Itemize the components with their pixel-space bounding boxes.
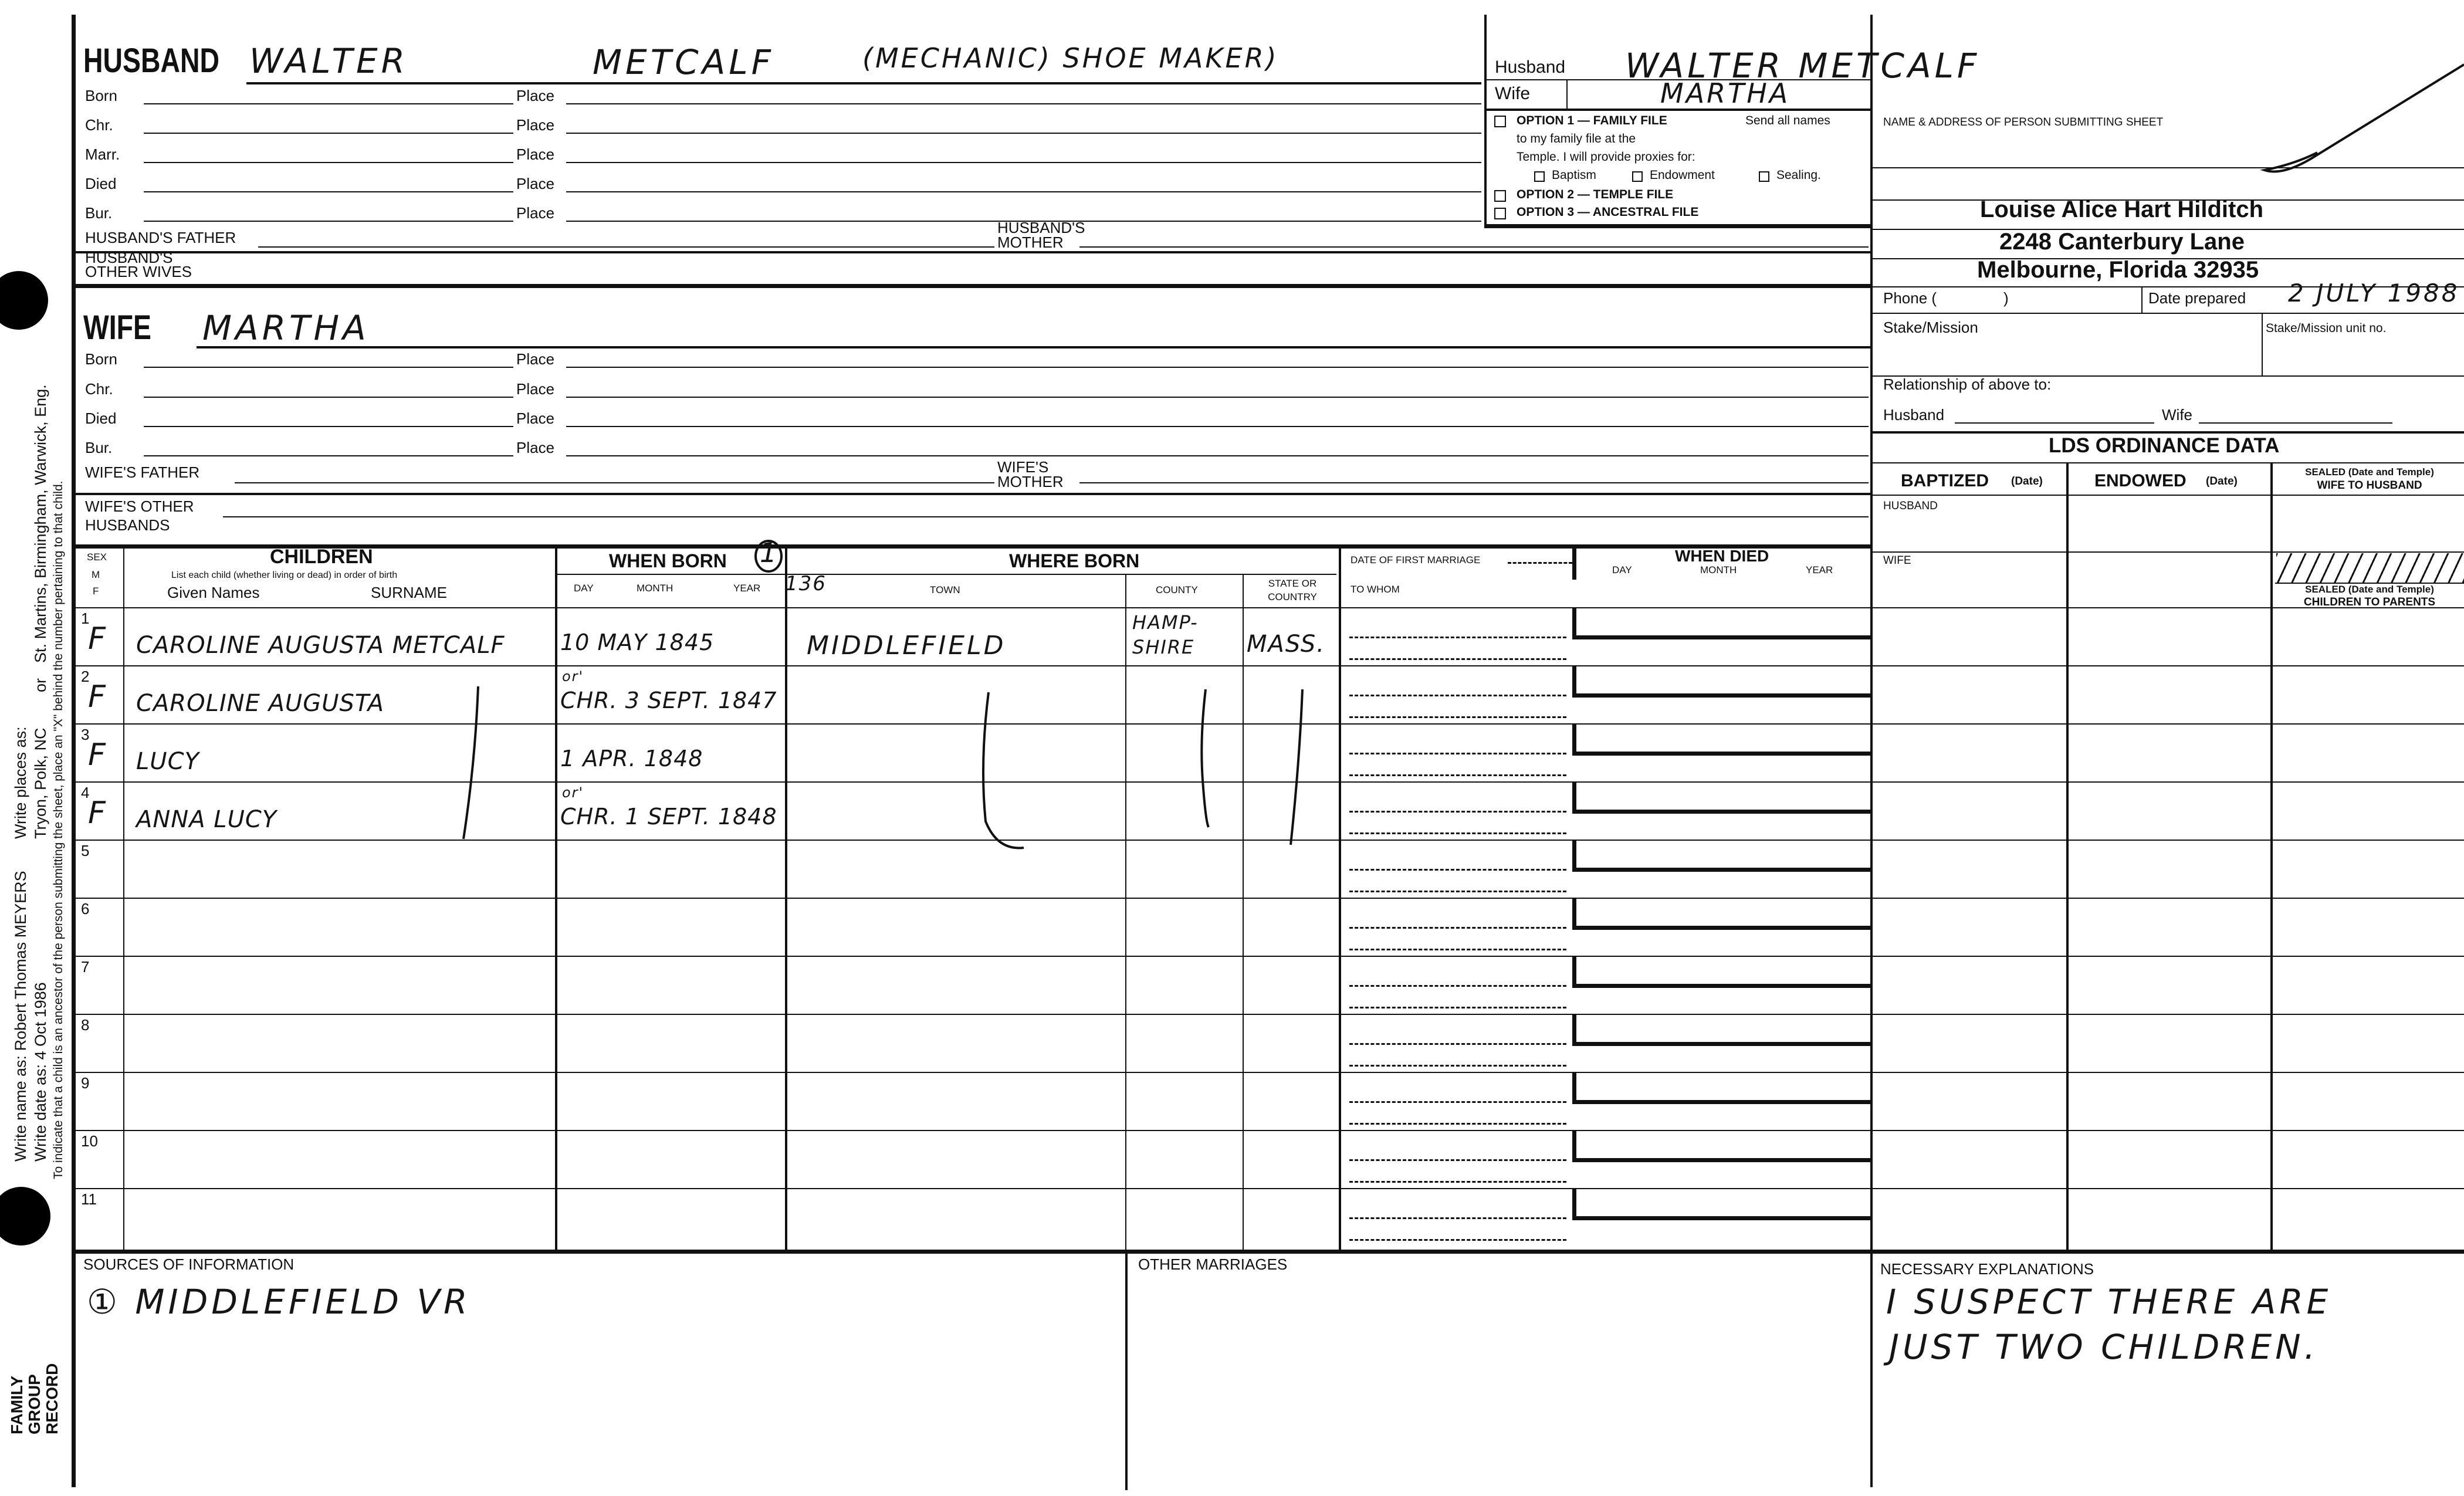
husband-bur-line (144, 221, 513, 222)
child-birth-county: HAMP- SHIRE (1132, 611, 1199, 658)
died-bracket-bottom (1572, 693, 1870, 698)
husband-name-line (246, 82, 1481, 84)
punch-hole-top (0, 271, 48, 330)
submitter-line-6 (1871, 313, 2464, 314)
died-month-header: MONTH (1700, 564, 1737, 576)
submitter-name: Louise Alice Hart Hilditch (1980, 197, 2264, 222)
table-row-ordinance-line (2270, 898, 2464, 899)
baptized-header: BAPTIZED (1901, 471, 1989, 490)
punch-hole-bottom (0, 1187, 50, 1245)
first-marriage-date-line (1349, 695, 1566, 696)
died-bracket-bottom (1572, 1158, 1870, 1162)
died-bracket-bottom (1572, 926, 1870, 930)
stake-label: Stake/Mission (1883, 319, 1978, 336)
child-birth-town: MIDDLEFIELD (807, 631, 1006, 661)
endowment-label: Endowment (1650, 168, 1715, 182)
husband-chr-label: Chr. (85, 116, 113, 134)
child-name: ANNA LUCY (136, 806, 277, 833)
year-header: YEAR (733, 583, 761, 594)
margin-places-example1: Tryon, Polk, NC (32, 727, 49, 839)
when-born-header: WHEN BORN (609, 550, 727, 571)
table-row (72, 665, 1870, 666)
wife-born-label: Born (85, 350, 117, 368)
town-header: TOWN (930, 584, 960, 595)
option1-text2: to my family file at the (1517, 132, 1636, 145)
explanations-label: NECESSARY EXPLANATIONS (1880, 1260, 2094, 1278)
submitter-city: Melbourne, Florida 32935 (1977, 257, 2259, 283)
first-marriage-date-line (1349, 985, 1566, 987)
surname-header: SURNAME (371, 584, 448, 601)
died-bracket-left (1572, 1014, 1576, 1043)
sealing-label: Sealing. (1776, 168, 1821, 182)
child-name: CAROLINE AUGUSTA (136, 690, 384, 717)
first-marriage-spouse-line (1349, 891, 1566, 892)
children-note: List each child (whether living or dead) in order of birth (171, 570, 398, 580)
baptism-checkbox[interactable] (1534, 171, 1545, 182)
table-row-ordinance-line (1871, 723, 2270, 725)
table-row-ordinance-line (2270, 1072, 2464, 1073)
table-row-ordinance-line (2270, 956, 2464, 957)
child-sex: F (88, 796, 109, 831)
husband-other-wives-top (72, 251, 1870, 253)
first-marriage-date-line (1349, 1159, 1566, 1161)
option3-checkbox[interactable] (1494, 208, 1506, 219)
child-date-note: or' (562, 784, 584, 801)
ditto-mark (983, 692, 1024, 848)
child-name: CAROLINE AUGUSTA METCALF (136, 632, 505, 659)
table-row-ordinance-line (1871, 898, 2270, 899)
table-row-ordinance-line (2270, 1130, 2464, 1131)
table-row-ordinance-line (1871, 1188, 2270, 1189)
phone-date-divider (2141, 286, 2143, 313)
submitter-line-1 (1871, 167, 2464, 168)
husband-other-wives-label-2: OTHER WIVES (85, 263, 192, 280)
table-row (72, 898, 1870, 899)
child-number: 9 (81, 1074, 90, 1092)
submitter-header: NAME & ADDRESS OF PERSON SUBMITTING SHEET (1883, 116, 2164, 128)
husband-mother-label-2: MOTHER (997, 233, 1064, 251)
child-birth-date: 1 APR. 1848 (560, 746, 703, 771)
form-title-record: RECORD (43, 1363, 61, 1434)
sealed-children-header-1: SEALED (Date and Temple) (2305, 584, 2434, 595)
month-header: MONTH (637, 583, 673, 594)
died-bracket-bottom (1572, 868, 1870, 872)
form-title (8, 1363, 61, 1434)
margin-places-label: Write places as: (12, 726, 29, 839)
wife-bur-label: Bur. (85, 439, 113, 456)
sealing-checkbox[interactable] (1759, 171, 1769, 182)
wife-place-label: Place (516, 350, 555, 368)
annotation-circle: 1 (760, 537, 780, 568)
died-bracket-left (1572, 956, 1576, 985)
option1-title: OPTION 1 — FAMILY FILE (1517, 114, 1667, 127)
wife-chr-line (144, 397, 513, 398)
wife-mother-line (1079, 482, 1869, 483)
col-died-divider (1572, 544, 1576, 580)
form-title-group: GROUP (25, 1374, 43, 1434)
child-sex: F (88, 737, 109, 773)
died-day-header: DAY (1612, 564, 1632, 576)
ordinance-col-divider-2 (2270, 462, 2273, 1251)
when-died-header: WHEN DIED (1675, 547, 1769, 565)
ordinance-title: LDS ORDINANCE DATA (2049, 434, 2280, 457)
ordinance-husband-line (1871, 551, 2464, 553)
husband-born-line (144, 103, 513, 104)
when-born-subline (556, 574, 1336, 575)
first-marriage-spouse-line (1349, 1065, 1566, 1067)
sealed-wife-header-2: WIFE TO HUSBAND (2317, 479, 2422, 492)
table-row-ordinance-line (1871, 665, 2270, 666)
ordinance-header-line (1871, 495, 2464, 496)
first-marriage-date-line (1349, 811, 1566, 813)
headerbox-wife-divider (1566, 79, 1568, 109)
annotation-year: 136 (785, 572, 827, 595)
ordinance-husband-label: HUSBAND (1883, 500, 1938, 512)
wife-other-husbands-top (72, 493, 1870, 495)
table-row-ordinance-line (2270, 665, 2464, 666)
baptism-label: Baptism (1552, 168, 1596, 182)
first-marriage-date-line (1349, 1101, 1566, 1103)
sex-header-2: M (92, 569, 100, 580)
rel-wife-line (2199, 422, 2392, 424)
wife-other-husbands-line (223, 516, 1869, 517)
other-marriages-label: OTHER MARRIAGES (1138, 1255, 1288, 1273)
wife-place-line (566, 367, 1869, 368)
husband-occupation: (MECHANIC) SHOE MAKER) (862, 42, 1279, 74)
margin-instruction-ancestor: To indicate that a child is an ancestor of the person submitting the sheet, place an "X" behind the number pertaining to that child. (52, 480, 65, 1179)
child-number: 8 (81, 1016, 90, 1034)
county-header: COUNTY (1156, 584, 1198, 595)
state-header-2: COUNTRY (1268, 591, 1317, 603)
first-marriage-date-line (1349, 869, 1566, 871)
died-bracket-left (1572, 723, 1576, 753)
sealed-children-header-2: CHILDREN TO PARENTS (2303, 596, 2436, 608)
table-row-ordinance-line (2270, 607, 2464, 608)
to-whom-header: TO WHOM (1351, 584, 1400, 595)
husband-bur-label: Bur. (85, 204, 113, 222)
first-marriage-spouse-line (1349, 1123, 1566, 1125)
col-county-divider (1243, 574, 1244, 1251)
child-birth-date: 10 MAY 1845 (560, 629, 715, 655)
died-bracket-left (1572, 665, 1576, 695)
child-number: 1 (81, 610, 90, 627)
explanations-line1: I SUSPECT THERE ARE (1886, 1282, 2332, 1322)
table-row-ordinance-line (1871, 840, 2270, 841)
frame-left (72, 15, 76, 1487)
husband-mother-line (1079, 246, 1869, 248)
died-bracket-bottom (1572, 810, 1870, 814)
husband-died-line (144, 191, 513, 192)
sources-value: ① MIDDLEFIELD VR (87, 1282, 471, 1322)
child-birth-date: CHR. 1 SEPT. 1848 (560, 804, 777, 830)
table-row-ordinance-line (1871, 1014, 2270, 1015)
husband-place-label: Place (516, 204, 555, 222)
form-title-family: FAMILY (8, 1375, 26, 1434)
margin-or: or (32, 678, 49, 692)
headerbox-wife-line (1484, 109, 1870, 111)
option1-text1: Send all names (1745, 114, 1830, 127)
wife-father-label: WIFE'S FATHER (85, 463, 200, 481)
date-prepared-label: Date prepared (2148, 289, 2246, 307)
table-row-ordinance-line (2270, 1188, 2464, 1189)
died-bracket-bottom (1572, 1216, 1870, 1220)
table-row (72, 840, 1870, 841)
phone-close: ) (2003, 289, 2009, 307)
died-bracket-left (1572, 1072, 1576, 1101)
first-marriage-spouse-line (1349, 832, 1566, 834)
died-bracket-left (1572, 781, 1576, 811)
wife-name-line (197, 346, 1870, 348)
first-marriage-date-line (1349, 637, 1566, 638)
table-row-ordinance-line (2270, 840, 2464, 841)
ordinance-title-line (1871, 462, 2464, 463)
col-town-divider (1125, 574, 1126, 1251)
first-marriage-dash (1508, 562, 1572, 564)
ditto-mark (1291, 689, 1302, 845)
wife-place-label: Place (516, 409, 555, 427)
wife-name: MARTHA (202, 308, 370, 348)
children-table-bottom (72, 1250, 2464, 1254)
husband-section-bottom (72, 284, 1870, 288)
option1-checkbox[interactable] (1494, 116, 1506, 127)
wife-died-line (144, 426, 513, 427)
died-bracket-left (1572, 840, 1576, 869)
died-bracket-bottom (1572, 635, 1870, 639)
rel-wife-label: Wife (2162, 406, 2192, 424)
husband-surname: METCALF (593, 42, 774, 82)
table-row-ordinance-line (2270, 723, 2464, 725)
option2-label: OPTION 2 — TEMPLE FILE (1517, 188, 1674, 201)
husband-place-label: Place (516, 87, 555, 104)
state-header-1: STATE OR (1268, 578, 1317, 589)
husband-place-line (566, 191, 1481, 192)
ordinance-col-divider-1 (2066, 462, 2069, 1251)
ditto-mark (1201, 689, 1209, 827)
table-row (72, 1014, 1870, 1015)
endowed-header: ENDOWED (2094, 471, 2187, 490)
first-marriage-header: DATE OF FIRST MARRIAGE (1351, 554, 1481, 566)
husband-place-label: Place (516, 116, 555, 134)
day-header: DAY (574, 583, 594, 594)
husband-born-label: Born (85, 87, 117, 104)
first-marriage-date-line (1349, 1043, 1566, 1045)
husband-heading: HUSBAND (83, 42, 219, 80)
table-row-ordinance-line (1871, 1072, 2270, 1073)
sealed-wife-header-1: SEALED (Date and Temple) (2305, 466, 2434, 478)
footer-divider (1125, 1250, 1128, 1490)
wife-died-label: Died (85, 409, 117, 427)
ordinance-wife-label: WIFE (1883, 554, 1911, 567)
table-row-ordinance-line (2270, 781, 2464, 783)
husband-father-line (258, 246, 994, 248)
date-prepared-value: 2 JULY 1988 (2288, 279, 2460, 307)
husband-father-label: HUSBAND'S FATHER (85, 229, 236, 246)
husband-place-line (566, 103, 1481, 104)
child-number: 3 (81, 726, 90, 743)
wife-chr-label: Chr. (85, 380, 113, 398)
option1-text3: Temple. I will provide proxies for: (1517, 150, 1695, 164)
child-birth-date: CHR. 3 SEPT. 1847 (560, 688, 777, 713)
died-bracket-left (1572, 1188, 1576, 1217)
headerbox-husband-label: Husband (1495, 57, 1566, 77)
phone-label: Phone ( (1883, 289, 1937, 307)
relationship-label: Relationship of above to: (1883, 375, 2052, 393)
stake-divider (2262, 313, 2263, 375)
child-number: 7 (81, 958, 90, 976)
first-marriage-spouse-line (1349, 774, 1566, 776)
headerbox-wife-value: MARTHA (1660, 77, 1791, 109)
husband-chr-line (144, 133, 513, 134)
husband-mother-label-1: HUSBAND'S (997, 219, 1085, 236)
husband-marr-label: Marr. (85, 145, 120, 163)
wife-place-line (566, 426, 1869, 427)
child-number: 4 (81, 784, 90, 801)
margin-instruction-date: Write date as: 4 Oct 1986 (32, 982, 49, 1162)
husband-place-label: Place (516, 175, 555, 192)
wife-place-label: Place (516, 380, 555, 398)
divider-headerbox-left (1484, 15, 1487, 226)
table-row (72, 1072, 1870, 1073)
wife-other-husbands-label-2: HUSBANDS (85, 516, 170, 534)
baptized-date-header: (Date) (2011, 475, 2043, 488)
stake-unit-label: Stake/Mission unit no. (2266, 321, 2387, 335)
sources-label: SOURCES OF INFORMATION (83, 1255, 295, 1273)
children-header: CHILDREN (270, 546, 373, 568)
child-date-note: or' (562, 668, 584, 685)
wife-heading: WIFE (83, 309, 151, 347)
child-number: 10 (81, 1132, 98, 1150)
ordinance-top (1871, 431, 2464, 434)
wife-mother-label-2: MOTHER (997, 473, 1064, 490)
ditto-mark (463, 686, 478, 839)
died-year-header: YEAR (1806, 564, 1833, 576)
husband-died-label: Died (85, 175, 117, 192)
table-row (72, 1130, 1870, 1131)
wife-bur-line (144, 455, 513, 456)
option3-label: OPTION 3 — ANCESTRAL FILE (1517, 205, 1699, 219)
first-marriage-spouse-line (1349, 716, 1566, 718)
wife-other-husbands-label-1: WIFE'S OTHER (85, 497, 194, 515)
child-sex: F (88, 621, 109, 656)
husband-marr-line (144, 162, 513, 163)
sealed-children-hatch (2276, 553, 2464, 583)
first-marriage-spouse-line (1349, 658, 1566, 660)
wife-born-line (144, 367, 513, 368)
annotation-circle-ring (752, 539, 787, 574)
wife-mother-label-1: WIFE'S (997, 458, 1049, 476)
margin-instruction-name: Write name as: Robert Thomas MEYERS (12, 871, 29, 1162)
child-birth-state: MASS. (1247, 631, 1325, 658)
husband-place-label: Place (516, 145, 555, 163)
child-number: 11 (81, 1190, 97, 1208)
submitter-street: 2248 Canterbury Lane (1999, 229, 2245, 255)
wife-place-line (566, 397, 1869, 398)
rel-husband-line (1955, 422, 2154, 424)
wife-father-line (235, 482, 994, 483)
rel-husband-label: Husband (1883, 406, 1945, 424)
table-row (72, 1188, 1870, 1189)
table-row-ordinance-line (1871, 607, 2270, 608)
child-number: 6 (81, 900, 90, 918)
wife-place-label: Place (516, 439, 555, 456)
headerbox-bottom (1484, 224, 1870, 228)
table-row (72, 723, 1870, 725)
husband-other-wives-label-1: HUSBAND'S (85, 249, 173, 266)
died-bracket-bottom (1572, 1100, 1870, 1104)
first-marriage-spouse-line (1349, 1181, 1566, 1183)
divider-main-right (1870, 15, 1873, 1487)
first-marriage-date-line (1349, 1217, 1566, 1219)
sex-header-3: F (93, 585, 99, 597)
table-row-ordinance-line (1871, 1130, 2270, 1131)
husband-place-line (566, 133, 1481, 134)
first-marriage-date-line (1349, 753, 1566, 754)
margin-places-example2: St. Martins, Birmingham, Warwick, Eng. (32, 384, 49, 663)
sex-header-1: SEX (87, 551, 107, 563)
table-row (72, 956, 1870, 957)
where-born-header: WHERE BORN (1009, 550, 1140, 571)
died-bracket-left (1572, 1130, 1576, 1159)
headerbox-wife-label: Wife (1495, 84, 1530, 103)
husband-place-line (566, 162, 1481, 163)
died-bracket-left (1572, 898, 1576, 927)
first-marriage-spouse-line (1349, 1007, 1566, 1008)
child-name: LUCY (136, 748, 199, 775)
child-number: 5 (81, 842, 90, 859)
table-row-ordinance-line (1871, 781, 2270, 783)
endowed-date-header: (Date) (2206, 475, 2238, 488)
died-bracket-bottom (1572, 752, 1870, 756)
first-marriage-date-line (1349, 927, 1566, 929)
endowment-checkbox[interactable] (1632, 171, 1643, 182)
husband-given-name: WALTER (249, 41, 408, 81)
wife-place-line (566, 455, 1869, 456)
table-row (72, 781, 1870, 783)
headerbox-husband-value: WALTER METCALF (1625, 46, 1981, 86)
table-row-ordinance-line (2270, 1014, 2464, 1015)
table-row (72, 607, 1870, 608)
child-number: 2 (81, 668, 90, 685)
died-bracket-bottom (1572, 984, 1870, 988)
explanations-line2: JUST TWO CHILDREN. (1889, 1327, 2319, 1367)
died-bracket-bottom (1572, 1042, 1870, 1046)
first-marriage-spouse-line (1349, 949, 1566, 950)
option2-checkbox[interactable] (1494, 190, 1506, 202)
child-sex: F (88, 679, 109, 715)
died-bracket-left (1572, 607, 1576, 637)
given-names-header: Given Names (167, 584, 260, 601)
first-marriage-spouse-line (1349, 1239, 1566, 1241)
table-row-ordinance-line (1871, 956, 2270, 957)
